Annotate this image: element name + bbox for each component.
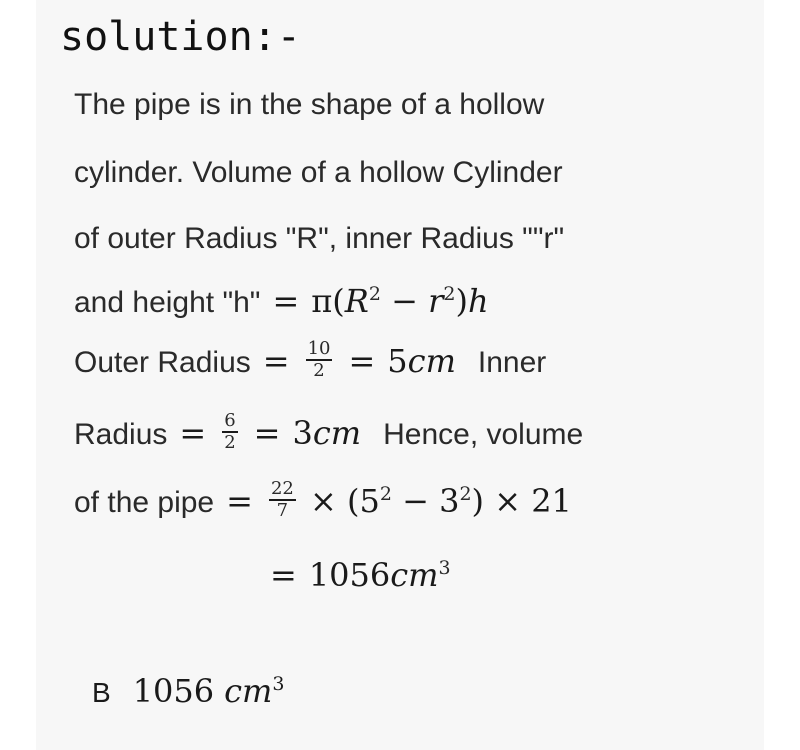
inner-radius-line	[74, 410, 584, 457]
formula-R-exp: 2	[368, 283, 381, 305]
outer-fraction	[306, 339, 333, 381]
volume-label: of the pipe	[74, 486, 215, 519]
volume-times: × (	[299, 482, 360, 520]
equals-sign: =	[272, 282, 300, 320]
inner-frac-den: 2	[224, 432, 236, 454]
text-line-2: cylinder. Volume of a hollow Cylinder	[74, 156, 563, 189]
height-label: and height "h"	[74, 286, 261, 319]
formula-r-exp: 2	[443, 283, 456, 305]
equals-sign: =	[179, 414, 207, 452]
volume-inner: 3	[439, 482, 460, 520]
volume-fraction	[269, 479, 296, 521]
formula-R: R	[344, 282, 369, 320]
inner-fraction	[222, 411, 237, 453]
answer-line	[92, 672, 284, 710]
inner-radius-label: Radius	[74, 418, 168, 451]
outer-radius-label: Outer Radius	[74, 346, 251, 379]
answer-option: B	[92, 677, 111, 708]
formula-close: )	[455, 282, 468, 320]
inner-unit: cm	[312, 414, 362, 452]
solution-heading: solution:-	[60, 14, 301, 60]
volume-close: ) × 21	[471, 482, 572, 520]
formula-pi: π(	[311, 282, 345, 320]
outer-frac-num: 10	[307, 338, 331, 360]
outer-value: 5	[387, 342, 408, 380]
formula-h: h	[468, 282, 489, 320]
answer-exp: 3	[272, 673, 285, 695]
formula-line	[74, 282, 489, 320]
equals-sign: =	[348, 342, 376, 380]
volume-frac-den: 7	[276, 500, 289, 522]
volume-line	[74, 478, 572, 525]
formula-minus: −	[380, 282, 429, 320]
volume-inner-exp: 2	[459, 483, 472, 505]
equals-sign: =	[270, 556, 297, 594]
equals-sign: =	[253, 414, 281, 452]
outer-unit: cm	[407, 342, 456, 380]
inner-frac-num: 6	[224, 410, 236, 432]
text-line-3: of outer Radius "R", inner Radius ""r"	[74, 222, 565, 255]
outer-radius-line	[74, 338, 547, 385]
outer-frac-den: 2	[313, 360, 325, 382]
volume-minus: −	[391, 482, 440, 520]
text-line-1: The pipe is in the shape of a hollow	[74, 88, 545, 121]
result-line	[270, 556, 451, 594]
answer-value: 1056	[132, 672, 215, 710]
formula-r: r	[428, 282, 444, 320]
result-exp: 3	[438, 557, 451, 579]
volume-frac-num: 22	[270, 478, 294, 500]
volume-outer: 5	[359, 482, 380, 520]
equals-sign: =	[226, 482, 253, 520]
result-value: 1056	[308, 556, 391, 594]
hence-volume-text: Hence, volume	[383, 418, 584, 451]
inner-value: 3	[292, 414, 313, 452]
result-unit: cm	[390, 556, 439, 594]
volume-outer-exp: 2	[379, 483, 392, 505]
answer-unit: cm	[224, 672, 273, 710]
inner-word: Inner	[477, 346, 547, 379]
equals-sign: =	[262, 342, 290, 380]
